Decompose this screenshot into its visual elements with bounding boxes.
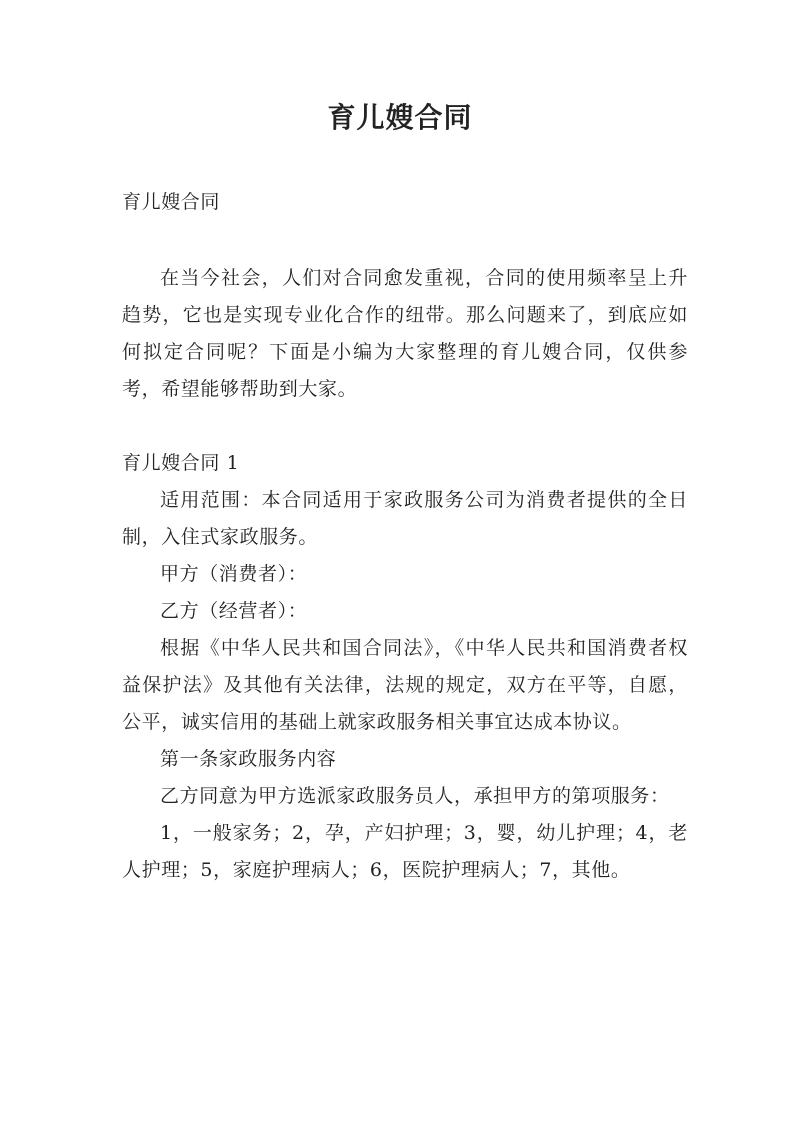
paragraph-spacer (122, 408, 688, 445)
legal-basis-paragraph: 根据《中华人民共和国合同法》，《中华人民共和国消费者权益保护法》及其他有关法律，法规的规定，双方在平等，自愿，公平，诚实信用的基础上就家政服务相关事宜达成本协议。 (122, 637, 688, 733)
document-subtitle: 育儿嫂合同 (122, 191, 221, 213)
service-items-paragraph: 1，一般家务；2，孕，产妇护理；3，婴，幼儿护理；4，老人护理；5，家庭护理病人；6，医院护理病人；7，其他。 (122, 822, 688, 881)
party-b-line: 乙方（经营者）： (160, 600, 308, 622)
document-title: 育儿嫂合同 (327, 101, 473, 134)
document-body (122, 184, 688, 889)
intro-paragraph: 在当今社会，人们对合同愈发重视，合同的使用频率呈上升趋势，它也是实现专业化合作的纽带。那么问题来了，到底应如何拟定合同呢？下面是小编为大家整理的育儿嫂合同，仅供参考，希望能够帮助到大家。 (122, 267, 688, 400)
article-1-title: 第一条家政服务内容 (160, 748, 337, 770)
section-heading: 育儿嫂合同 1 (122, 452, 240, 474)
scope-paragraph: 适用范围：本合同适用于家政服务公司为消费者提供的全日制，入住式家政服务。 (122, 489, 688, 548)
party-a-line: 甲方（消费者）： (160, 563, 308, 585)
paragraph-spacer (122, 221, 688, 260)
article-1-paragraph: 乙方同意为甲方选派家政服务员人，承担甲方的第项服务： (160, 785, 670, 807)
